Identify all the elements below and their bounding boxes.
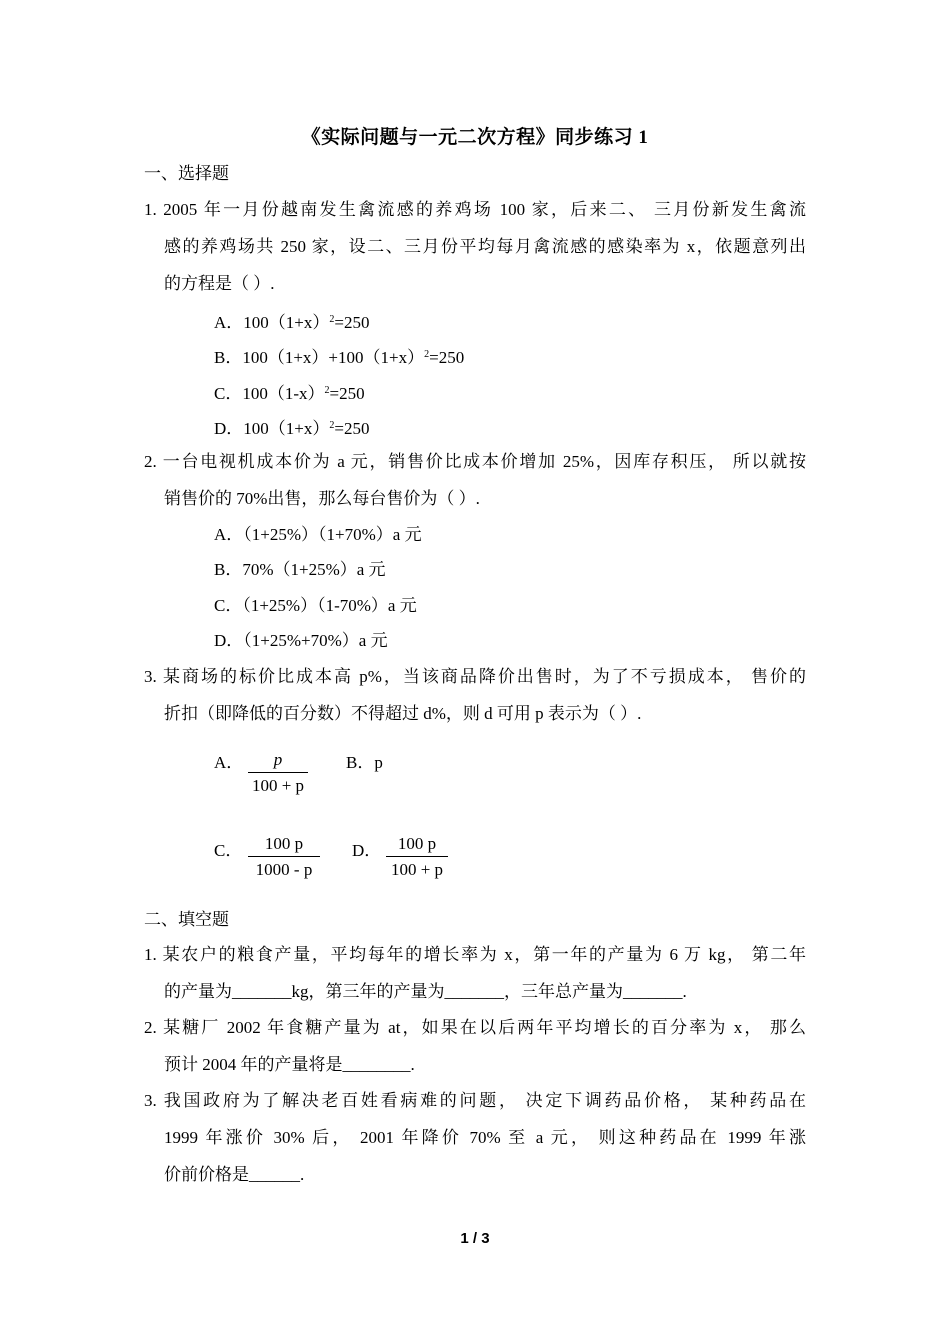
- fraction-bar: [248, 772, 308, 773]
- question-3-option-b: B．p: [346, 753, 383, 772]
- question-1-option-c: [214, 379, 365, 406]
- question-3-option-d-label: D．: [352, 841, 382, 860]
- option-exponent: 2: [324, 385, 330, 396]
- option-text: B．100（1+x）+100（1+x）: [214, 348, 425, 367]
- question-3-option-c-fraction: [248, 833, 320, 881]
- fraction-bar: [386, 856, 448, 857]
- fraction-numerator: p: [273, 750, 283, 769]
- option-exponent: 2: [329, 420, 335, 431]
- fill-question-3-line-2: 1999 年涨价 30% 后， 2001 年降价 70% 至 a 元， 则这种药品在 1999 年涨: [164, 1128, 806, 1147]
- question-1-line-2: 感的养鸡场共 250 家，设二、三月份平均每月禽流感的感染率为 x，依题意列出: [164, 237, 806, 256]
- section-heading-choice: 一、选择题: [144, 164, 229, 183]
- option-text: C．100（1-x）: [214, 384, 325, 403]
- fraction-bar: [248, 856, 320, 857]
- document-title: 《实际问题与一元二次方程》同步练习 1: [301, 127, 649, 148]
- question-1-option-d: [214, 414, 369, 441]
- option-exponent: 2: [329, 314, 335, 325]
- page-number: 1 / 3: [460, 1230, 490, 1247]
- option-text: =250: [334, 313, 370, 332]
- question-2-line-2: 销售价的 70%出售，那么每台售价为（ ）.: [164, 489, 480, 508]
- fraction-denominator: 1000 - p: [255, 860, 313, 879]
- fill-question-1-line-2: 的产量为_______kg，第三年的产量为_______，三年总产量为_______.: [164, 982, 687, 1001]
- option-text: =250: [334, 419, 370, 438]
- question-2-option-b: B．70%（1+25%）a 元: [214, 560, 386, 579]
- fraction-denominator: 100 + p: [390, 860, 444, 879]
- question-2-option-c: C．（1+25%）（1-70%）a 元: [214, 596, 417, 615]
- question-3-option-a-fraction: [248, 749, 308, 797]
- question-1-line-3: 的方程是（ ）.: [164, 274, 275, 293]
- question-1-line-1: 1. 2005 年一月份越南发生禽流感的养鸡场 100 家，后来二、 三月份新发生禽流: [144, 200, 806, 219]
- question-3-line-2: 折扣（即降低的百分数）不得超过 d%，则 d 可用 p 表示为（ ）.: [164, 704, 642, 723]
- question-3-option-a-label: A．: [214, 753, 244, 772]
- question-3-option-d-fraction: [386, 833, 448, 881]
- fill-question-2-line-2: 预计 2004 年的产量将是________.: [164, 1055, 415, 1074]
- fraction-numerator: 100 p: [264, 834, 304, 853]
- fill-question-1-line-1: 1. 某农户的粮食产量，平均每年的增长率为 x，第一年的产量为 6 万 kg， 第二年: [144, 945, 806, 964]
- question-1-option-a: [214, 308, 369, 335]
- fill-question-3-line-3: 价前价格是______.: [164, 1165, 305, 1184]
- option-text: =250: [329, 384, 365, 403]
- option-text: A．100（1+x）: [214, 313, 330, 332]
- fraction-denominator: 100 + p: [251, 776, 305, 795]
- option-exponent: 2: [424, 349, 430, 360]
- option-text: D．100（1+x）: [214, 419, 330, 438]
- question-3-line-1: 3. 某商场的标价比成本高 p%，当该商品降价出售时，为了不亏损成本， 售价的: [144, 667, 806, 686]
- section-heading-fill: 二、填空题: [144, 910, 229, 929]
- fraction-numerator: 100 p: [397, 834, 437, 853]
- question-2-option-d: D．（1+25%+70%）a 元: [214, 631, 388, 650]
- option-text: =250: [429, 348, 465, 367]
- question-3-option-c-label: C．: [214, 841, 243, 860]
- question-1-option-b: [214, 343, 464, 370]
- fill-question-3-line-1: 3. 我国政府为了解决老百姓看病难的问题， 决定下调药品价格， 某种药品在: [144, 1091, 806, 1110]
- fill-question-2-line-1: 2. 某糖厂 2002 年食糖产量为 at，如果在以后两年平均增长的百分率为 x， 那么: [144, 1018, 806, 1037]
- question-2-option-a: A．（1+25%）（1+70%）a 元: [214, 525, 422, 544]
- question-2-line-1: 2. 一台电视机成本价为 a 元，销售价比成本价增加 25%，因库存积压， 所以就按: [144, 452, 806, 471]
